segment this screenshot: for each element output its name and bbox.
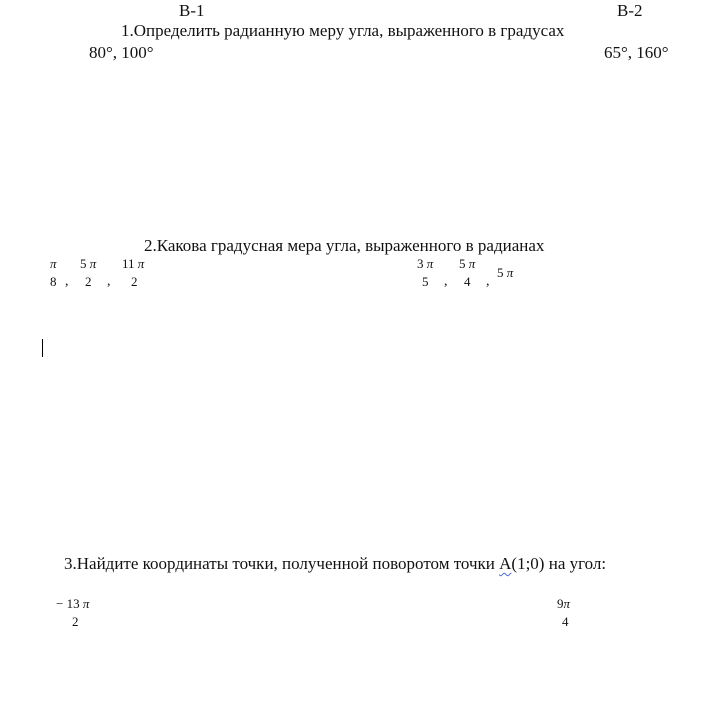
task3-point-name: А	[499, 554, 512, 573]
numerator-pi: π	[506, 265, 514, 280]
fraction-numerator	[459, 256, 475, 272]
separator-comma: ,	[65, 274, 69, 289]
variant-2-label: В-2	[617, 1, 643, 20]
separator-comma: ,	[444, 274, 448, 289]
numerator-coefficient: 5	[459, 256, 466, 271]
numerator-coefficient: 5	[497, 265, 504, 280]
fraction-numerator	[557, 596, 570, 612]
fraction-numerator: π	[50, 256, 57, 271]
task3-title-suffix: (1;0) на угол:	[511, 554, 607, 573]
numerator-pi: π	[137, 256, 145, 271]
numerator-coefficient: 3	[417, 256, 424, 271]
fraction-numerator	[122, 256, 144, 272]
numerator-pi: π	[563, 596, 571, 611]
task3-title-prefix: 3.Найдите координаты точки, полученной поворотом точки	[64, 554, 500, 573]
value-text	[497, 265, 513, 281]
fraction-numerator	[80, 256, 96, 272]
separator-comma: ,	[486, 274, 490, 289]
numerator-coefficient: 11	[122, 256, 135, 271]
fraction-denominator: 5	[422, 274, 429, 289]
numerator-coefficient: − 13	[56, 596, 80, 611]
task3-title	[64, 554, 606, 574]
fraction-denominator: 4	[464, 274, 471, 289]
fraction-numerator	[56, 596, 89, 612]
numerator-pi: π	[468, 256, 476, 271]
fraction-denominator: 2	[85, 274, 92, 289]
fraction-numerator	[417, 256, 433, 272]
fraction-denominator: 2	[131, 274, 138, 289]
fraction-denominator: 4	[562, 614, 569, 629]
numerator-coefficient: 5	[80, 256, 87, 271]
task1-title: 1.Определить радианную меру угла, выраженного в градусах	[121, 21, 565, 40]
numerator-pi: π	[82, 596, 90, 611]
task1-variant1-values: 80°, 100°	[89, 43, 154, 62]
numerator-coefficient: 9	[557, 596, 564, 611]
separator-comma: ,	[107, 274, 111, 289]
task2-title: 2.Какова градусная мера угла, выраженного в радианах	[144, 236, 545, 255]
text-cursor	[42, 339, 43, 357]
fraction-denominator: 2	[72, 614, 79, 629]
task1-variant2-values: 65°, 160°	[604, 43, 669, 62]
variant-1-label: В-1	[179, 1, 205, 20]
numerator-pi: π	[426, 256, 434, 271]
numerator-pi: π	[89, 256, 97, 271]
fraction-denominator: 8	[50, 274, 57, 289]
